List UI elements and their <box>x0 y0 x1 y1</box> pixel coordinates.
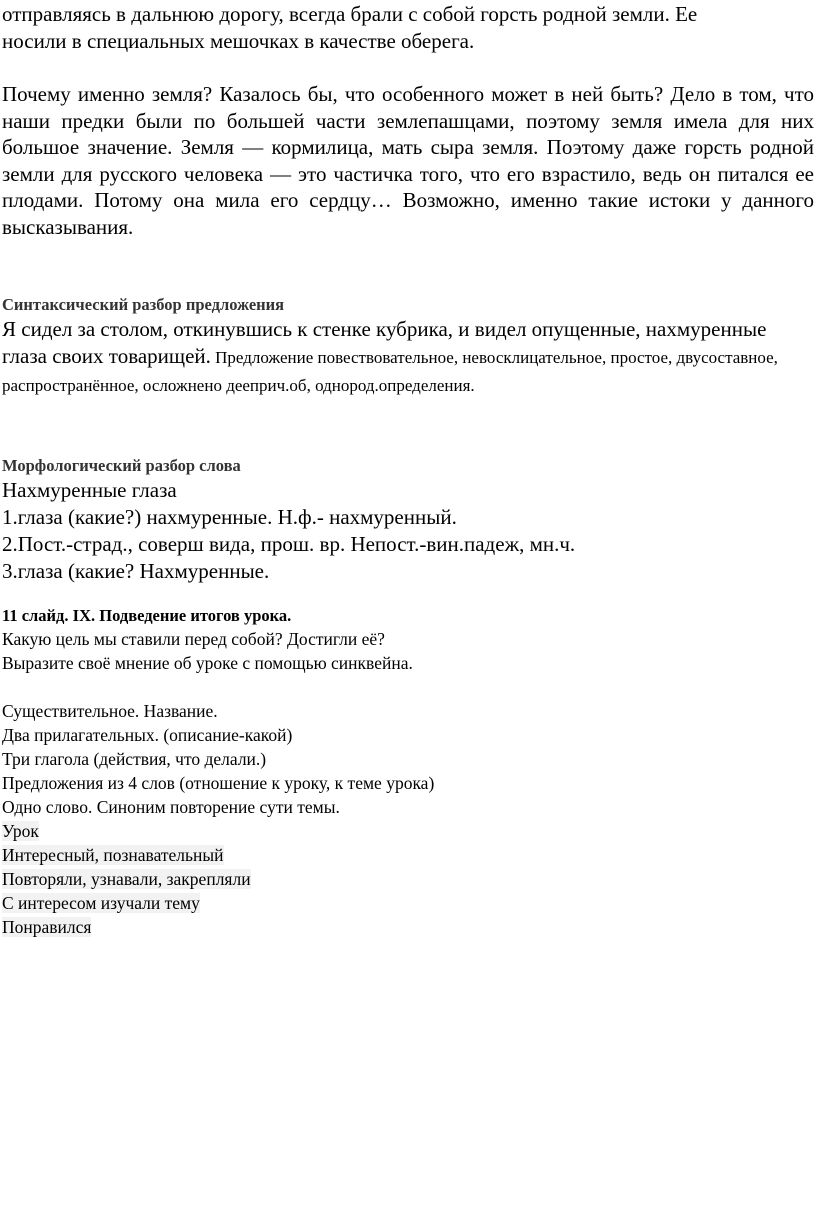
morph-heading: Морфологический разбор слова <box>2 456 241 475</box>
morph-line: 3.глаза (какие? Нахмуренные. <box>2 559 270 583</box>
morph-line: 1.глаза (какие?) нахмуренные. Н.ф.- нахмуренный. <box>2 505 457 529</box>
cinquain-line <box>2 891 814 915</box>
intro-line-2: носили в специальных мешочках в качестве оберега. <box>2 28 475 53</box>
cinquain-rule: Одно слово. Синоним повторение сути темы. <box>2 797 340 817</box>
cinquain-rule: Существительное. Название. <box>2 701 218 721</box>
cinquain-line <box>2 843 814 867</box>
cinquain-rule: Два прилагательных. (описание-какой) <box>2 725 293 745</box>
intro-paragraph <box>2 1 814 54</box>
cinquain-rule: Три глагола (действия, что делали.) <box>2 749 267 769</box>
syntax-analysis: Предложение повествовательное, невосклицательное, простое, двусоставное, распространённое, осложнено дееприч.об, однород.определения. <box>2 348 778 395</box>
cinquain-rules <box>2 699 814 819</box>
slide-question: Выразите своё мнение об уроке с помощью синквейна. <box>2 653 413 673</box>
syntax-sentence: Я сидел за столом, откинувшись к стенке кубрика, и видел опущенные, нахмуренные глаза своих товарищей. <box>2 317 767 368</box>
morph-line: 2.Пост.-страд., соверш вида, прош. вр. Непост.-вин.падеж, мн.ч. <box>2 532 576 556</box>
morph-list <box>2 477 814 585</box>
morph-line: Нахмуренные глаза <box>2 478 177 502</box>
cinquain-line-text: С интересом изучали тему <box>2 893 200 913</box>
syntax-paragraph <box>2 316 814 399</box>
intro-line-1: отправляясь в дальнюю дорогу, всегда брали с собой горсть родной земли. Ее <box>2 2 698 26</box>
cinquain-line-text: Интересный, познавательный <box>2 845 224 865</box>
syntax-heading: Синтаксический разбор предложения <box>2 295 285 314</box>
slide-question: Какую цель мы ставили перед собой? Достигли её? <box>2 629 385 649</box>
cinquain-example <box>2 819 814 939</box>
slide-questions <box>2 627 814 675</box>
paragraph-why-earth: Почему именно земля? Казалось бы, что особенного может в ней быть? Дело в том, что наши предки были по большей части землепашцами, поэтому земля имела для них большое значение. Земля — кормилица, мать сыра земля. Поэтому даже горсть родной земли для русского человека — это частичка того, что его взрастило, ведь он питался ее плодами. Потому она мила его сердцу… Возможно, именно такие истоки у данного высказывания. <box>2 82 814 239</box>
cinquain-line <box>2 819 814 843</box>
cinquain-line <box>2 867 814 891</box>
slide-heading: 11 слайд. IX. Подведение итогов урока. <box>2 606 292 625</box>
cinquain-line-text: Урок <box>2 821 39 841</box>
cinquain-line <box>2 915 814 939</box>
cinquain-line-text: Повторяли, узнавали, закрепляли <box>2 869 251 889</box>
cinquain-line-text: Понравился <box>2 917 92 937</box>
cinquain-rule: Предложения из 4 слов (отношение к уроку, к теме урока) <box>2 773 435 793</box>
